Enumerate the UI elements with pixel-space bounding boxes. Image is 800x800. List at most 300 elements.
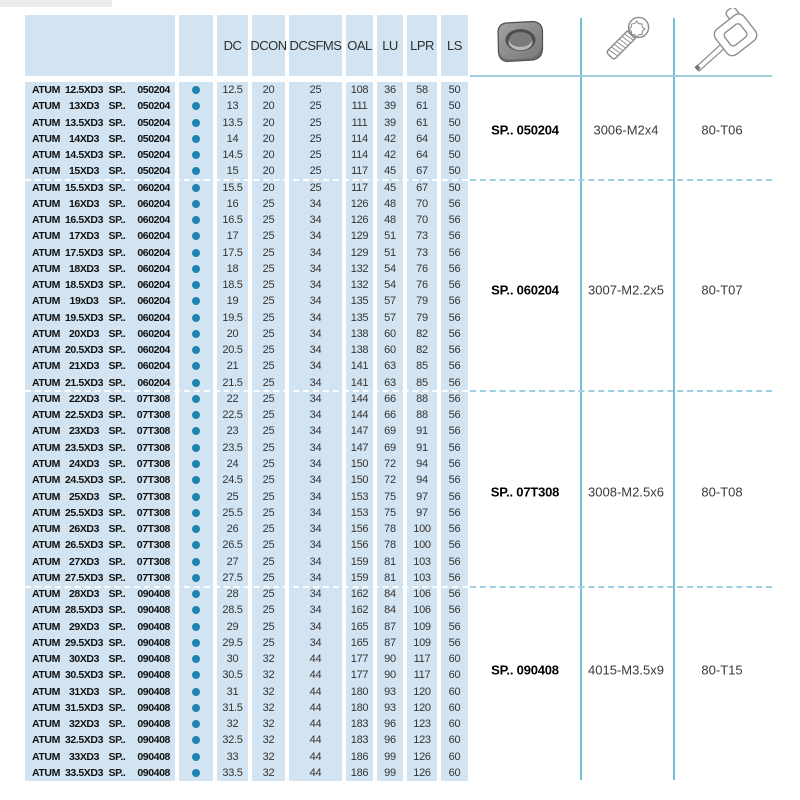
- product-designation: [25, 82, 175, 98]
- cell-dc: 12.5: [217, 82, 248, 98]
- cell-dc: 19: [217, 293, 248, 309]
- brand-text: ATUM: [32, 588, 60, 601]
- brand-text: ATUM: [32, 669, 60, 682]
- cell-ls: 50: [441, 98, 468, 114]
- cell-ls: 50: [441, 131, 468, 147]
- insert-wildcard-text: SP..: [108, 766, 126, 779]
- insert-code-text: 090408: [137, 636, 170, 649]
- insert-wildcard-text: SP..: [108, 279, 126, 292]
- insert-code-text: 060204: [137, 214, 170, 227]
- cell-ls: 56: [441, 635, 468, 651]
- product-designation: [25, 131, 175, 147]
- cell-dcsfms: 34: [289, 407, 342, 423]
- availability-dot-icon: [192, 281, 200, 289]
- table-row: [25, 358, 468, 374]
- product-designation: [25, 245, 175, 261]
- availability-dot-icon: [192, 330, 200, 338]
- cell-lpr: 109: [407, 618, 437, 634]
- insert-wildcard-text: SP..: [108, 669, 126, 682]
- brand-text: ATUM: [32, 620, 60, 633]
- cell-dcon: 32: [252, 651, 285, 667]
- insert-wildcard-text: SP..: [108, 571, 126, 584]
- insert-code-text: 07T308: [136, 392, 170, 405]
- cell-oal: 132: [346, 261, 373, 277]
- cell-dc: 18.5: [217, 277, 248, 293]
- insert-wildcard-text: SP..: [108, 100, 126, 113]
- insert-wildcard-text: SP..: [108, 506, 126, 519]
- group2-insert-label: SP.. 060204: [491, 282, 559, 298]
- insert-code-text: 090408: [137, 718, 170, 731]
- cell-lu: 60: [377, 342, 403, 358]
- availability-cell: [179, 765, 213, 781]
- availability-cell: [179, 570, 213, 586]
- cell-oal: 111: [346, 98, 373, 114]
- brand-text: ATUM: [32, 409, 60, 422]
- cell-ls: 56: [441, 537, 468, 553]
- brand-text: ATUM: [32, 701, 60, 714]
- brand-text: ATUM: [32, 360, 60, 373]
- table-row: [25, 521, 468, 537]
- cell-dcon: 25: [252, 245, 285, 261]
- product-designation: [25, 537, 175, 553]
- cell-lu: 54: [377, 277, 403, 293]
- size-text: 31.5XD3: [64, 701, 104, 714]
- size-text: 16.5XD3: [64, 214, 104, 227]
- cell-oal: 126: [346, 196, 373, 212]
- insert-wildcard-text: SP..: [108, 327, 126, 340]
- availability-cell: [179, 212, 213, 228]
- insert-code-text: 060204: [137, 279, 170, 292]
- table-row: [25, 228, 468, 244]
- cell-oal: 135: [346, 293, 373, 309]
- cell-lu: 39: [377, 98, 403, 114]
- cell-oal: 129: [346, 228, 373, 244]
- availability-dot-icon: [192, 200, 200, 208]
- brand-text: ATUM: [32, 279, 60, 292]
- cell-oal: 183: [346, 732, 373, 748]
- insert-wildcard-text: SP..: [108, 701, 126, 714]
- cell-dcon: 20: [252, 98, 285, 114]
- cell-dc: 20: [217, 326, 248, 342]
- product-designation: [25, 732, 175, 748]
- size-text: 24.5XD3: [64, 474, 104, 487]
- cell-lpr: 91: [407, 440, 437, 456]
- cell-ls: 60: [441, 748, 468, 764]
- cell-dc: 20.5: [217, 342, 248, 358]
- insert-wildcard-text: SP..: [108, 311, 126, 324]
- insert-wildcard-text: SP..: [108, 734, 126, 747]
- cell-ls: 60: [441, 716, 468, 732]
- insert-wildcard-text: SP..: [108, 165, 126, 178]
- col-header-dcsfms: DCSFMS: [289, 15, 342, 76]
- insert-wildcard-text: SP..: [108, 262, 126, 275]
- cell-lu: 99: [377, 748, 403, 764]
- insert-wildcard-text: SP..: [108, 230, 126, 243]
- cell-dcsfms: 34: [289, 456, 342, 472]
- cell-ls: 56: [441, 391, 468, 407]
- torx-screw-icon: [597, 10, 659, 77]
- availability-dot-icon: [192, 427, 200, 435]
- product-designation: [25, 748, 175, 764]
- cell-oal: 159: [346, 553, 373, 569]
- availability-cell: [179, 407, 213, 423]
- table-row: [25, 407, 468, 423]
- insert-code-text: 07T308: [136, 523, 170, 536]
- cell-lpr: 73: [407, 245, 437, 261]
- size-text: 13.5XD3: [64, 116, 104, 129]
- cell-ls: 56: [441, 212, 468, 228]
- cell-lu: 81: [377, 553, 403, 569]
- cell-dcon: 25: [252, 618, 285, 634]
- table-row: [25, 618, 468, 634]
- availability-cell: [179, 456, 213, 472]
- insert-code-text: 060204: [137, 360, 170, 373]
- table-header: [25, 15, 468, 76]
- table-body: [25, 82, 468, 781]
- cell-lu: 75: [377, 488, 403, 504]
- size-text: 32.5XD3: [64, 734, 104, 747]
- availability-dot-icon: [192, 476, 200, 484]
- insert-code-text: 050204: [137, 100, 170, 113]
- cell-ls: 60: [441, 683, 468, 699]
- table-row: [25, 472, 468, 488]
- cell-dcon: 20: [252, 115, 285, 131]
- product-designation: [25, 700, 175, 716]
- cell-dc: 27.5: [217, 570, 248, 586]
- availability-dot-icon: [192, 86, 200, 94]
- insert-wildcard-text: SP..: [108, 84, 126, 97]
- insert-wildcard-text: SP..: [108, 718, 126, 731]
- size-text: 28.5XD3: [64, 604, 104, 617]
- availability-dot-icon: [192, 216, 200, 224]
- size-text: 27.5XD3: [64, 571, 104, 584]
- cell-dc: 14: [217, 131, 248, 147]
- insert-code-text: 090408: [137, 766, 170, 779]
- product-designation: [25, 407, 175, 423]
- cell-dcon: 25: [252, 537, 285, 553]
- cell-oal: 132: [346, 277, 373, 293]
- product-designation: [25, 310, 175, 326]
- insert-code-text: 090408: [137, 653, 170, 666]
- availability-dot-icon: [192, 297, 200, 305]
- table-row: [25, 196, 468, 212]
- cell-ls: 56: [441, 245, 468, 261]
- cell-dcon: 25: [252, 277, 285, 293]
- cell-ls: 56: [441, 570, 468, 586]
- cell-dcon: 25: [252, 586, 285, 602]
- cell-lu: 99: [377, 765, 403, 781]
- cell-dc: 32: [217, 716, 248, 732]
- product-designation: [25, 553, 175, 569]
- cell-dc: 25.5: [217, 505, 248, 521]
- cell-ls: 60: [441, 651, 468, 667]
- table-row: [25, 765, 468, 781]
- cell-ls: 56: [441, 342, 468, 358]
- product-designation: [25, 326, 175, 342]
- cell-dcsfms: 34: [289, 228, 342, 244]
- availability-cell: [179, 602, 213, 618]
- availability-cell: [179, 423, 213, 439]
- cell-ls: 56: [441, 618, 468, 634]
- cell-oal: 165: [346, 635, 373, 651]
- cell-lpr: 97: [407, 488, 437, 504]
- brand-text: ATUM: [32, 84, 60, 97]
- cell-dc: 26.5: [217, 537, 248, 553]
- cell-oal: 177: [346, 667, 373, 683]
- cell-oal: 138: [346, 326, 373, 342]
- cell-lu: 63: [377, 358, 403, 374]
- insert-wildcard-text: SP..: [108, 653, 126, 666]
- brand-text: ATUM: [32, 539, 60, 552]
- availability-dot-icon: [192, 167, 200, 175]
- insert-code-text: 07T308: [136, 458, 170, 470]
- cell-dcon: 20: [252, 147, 285, 163]
- cell-lpr: 94: [407, 472, 437, 488]
- cell-dcsfms: 25: [289, 131, 342, 147]
- cell-ls: 56: [441, 358, 468, 374]
- availability-cell: [179, 635, 213, 651]
- size-text: 18.5XD3: [64, 279, 104, 292]
- cell-lpr: 70: [407, 212, 437, 228]
- cell-dcsfms: 25: [289, 147, 342, 163]
- availability-cell: [179, 98, 213, 114]
- size-text: 15.5XD3: [64, 181, 104, 194]
- cell-ls: 56: [441, 407, 468, 423]
- cell-lu: 87: [377, 635, 403, 651]
- brand-text: ATUM: [32, 214, 60, 227]
- availability-dot-icon: [192, 265, 200, 273]
- cell-oal: 180: [346, 700, 373, 716]
- availability-dot-icon: [192, 736, 200, 744]
- brand-text: ATUM: [32, 392, 60, 405]
- table-row: [25, 245, 468, 261]
- product-designation: [25, 212, 175, 228]
- cell-lpr: 106: [407, 586, 437, 602]
- brand-text: ATUM: [32, 685, 60, 698]
- brand-text: ATUM: [32, 295, 60, 308]
- cell-dc: 18: [217, 261, 248, 277]
- availability-cell: [179, 537, 213, 553]
- insert-code-text: 060204: [137, 181, 170, 194]
- cell-oal: 153: [346, 488, 373, 504]
- product-designation: [25, 683, 175, 699]
- cell-lu: 84: [377, 586, 403, 602]
- cell-oal: 186: [346, 765, 373, 781]
- cell-ls: 56: [441, 261, 468, 277]
- cell-dcsfms: 34: [289, 391, 342, 407]
- cell-dcon: 32: [252, 732, 285, 748]
- cell-dcon: 20: [252, 82, 285, 98]
- group3-insert-label: SP.. 07T308: [490, 484, 560, 500]
- cell-dc: 30.5: [217, 667, 248, 683]
- cell-dcon: 32: [252, 667, 285, 683]
- cell-dcon: 20: [252, 180, 285, 196]
- col-header-lu: LU: [377, 15, 403, 76]
- size-text: 15XD3: [68, 165, 100, 178]
- cell-oal: 141: [346, 358, 373, 374]
- header-designation-blank: [25, 15, 175, 76]
- size-text: 32XD3: [68, 718, 100, 731]
- group-separator-3-table: [25, 586, 468, 588]
- product-designation: [25, 196, 175, 212]
- brand-text: ATUM: [32, 555, 60, 568]
- insert-wildcard-text: SP..: [108, 750, 126, 763]
- table-row: [25, 586, 468, 602]
- cell-lpr: 79: [407, 310, 437, 326]
- product-designation: [25, 375, 175, 391]
- cell-lpr: 82: [407, 342, 437, 358]
- cell-dc: 17: [217, 228, 248, 244]
- cell-dcsfms: 44: [289, 683, 342, 699]
- size-text: 23XD3: [68, 425, 100, 438]
- cell-lpr: 67: [407, 163, 437, 179]
- cell-lpr: 123: [407, 716, 437, 732]
- group1-key-label: 80-T06: [701, 122, 743, 138]
- cell-dc: 28.5: [217, 602, 248, 618]
- availability-cell: [179, 440, 213, 456]
- product-designation: [25, 163, 175, 179]
- availability-cell: [179, 163, 213, 179]
- brand-text: ATUM: [32, 571, 60, 584]
- brand-text: ATUM: [32, 750, 60, 763]
- product-designation: [25, 651, 175, 667]
- brand-text: ATUM: [32, 734, 60, 747]
- cell-dcsfms: 34: [289, 342, 342, 358]
- size-text: 17XD3: [68, 230, 100, 243]
- brand-text: ATUM: [32, 490, 60, 503]
- insert-code-text: 050204: [137, 149, 170, 162]
- table-row: [25, 277, 468, 293]
- cell-lu: 72: [377, 456, 403, 472]
- group4-key-label: 80-T15: [701, 662, 743, 678]
- cell-ls: 56: [441, 228, 468, 244]
- insert-code-text: 07T308: [136, 555, 170, 568]
- availability-cell: [179, 342, 213, 358]
- product-designation: [25, 423, 175, 439]
- cell-dcon: 25: [252, 472, 285, 488]
- size-text: 18XD3: [68, 262, 100, 275]
- table-row: [25, 748, 468, 764]
- cell-dcsfms: 34: [289, 635, 342, 651]
- insert-wildcard-text: SP..: [108, 392, 126, 405]
- cell-oal: 183: [346, 716, 373, 732]
- availability-dot-icon: [192, 460, 200, 468]
- insert-wildcard-text: SP..: [108, 441, 126, 454]
- cell-lpr: 91: [407, 423, 437, 439]
- product-designation: [25, 180, 175, 196]
- size-text: 29.5XD3: [64, 636, 104, 649]
- cell-lpr: 103: [407, 553, 437, 569]
- cell-ls: 56: [441, 196, 468, 212]
- insert-wildcard-text: SP..: [108, 604, 126, 617]
- insert-wildcard-text: SP..: [108, 458, 126, 470]
- size-text: 22.5XD3: [64, 409, 104, 422]
- cell-oal: 126: [346, 212, 373, 228]
- product-designation: [25, 765, 175, 781]
- cell-ls: 56: [441, 293, 468, 309]
- cell-dcon: 25: [252, 505, 285, 521]
- cell-dcsfms: 25: [289, 163, 342, 179]
- table-row: [25, 131, 468, 147]
- availability-cell: [179, 391, 213, 407]
- cell-lu: 45: [377, 163, 403, 179]
- cell-lu: 36: [377, 82, 403, 98]
- table-row: [25, 667, 468, 683]
- insert-code-text: 07T308: [136, 474, 170, 487]
- cell-dcsfms: 34: [289, 358, 342, 374]
- availability-cell: [179, 180, 213, 196]
- cell-lu: 69: [377, 423, 403, 439]
- size-text: 28XD3: [68, 588, 100, 601]
- cell-dcon: 25: [252, 521, 285, 537]
- cell-lu: 78: [377, 521, 403, 537]
- availability-dot-icon: [192, 509, 200, 517]
- cell-oal: 147: [346, 440, 373, 456]
- cell-lpr: 76: [407, 277, 437, 293]
- insert-wildcard-text: SP..: [108, 295, 126, 308]
- product-designation: [25, 716, 175, 732]
- insert-code-text: 090408: [137, 750, 170, 763]
- cell-lu: 84: [377, 602, 403, 618]
- cell-lpr: 117: [407, 667, 437, 683]
- product-designation: [25, 602, 175, 618]
- table-row: [25, 261, 468, 277]
- cell-lu: 87: [377, 618, 403, 634]
- cell-dcsfms: 34: [289, 277, 342, 293]
- group-separator-2-panel: [470, 390, 772, 392]
- availability-dot-icon: [192, 623, 200, 631]
- cell-oal: 180: [346, 683, 373, 699]
- insert-code-text: 050204: [137, 132, 170, 145]
- cell-ls: 56: [441, 472, 468, 488]
- insert-wildcard-text: SP..: [108, 246, 126, 259]
- cell-dcsfms: 34: [289, 488, 342, 504]
- brand-text: ATUM: [32, 116, 60, 129]
- availability-dot-icon: [192, 314, 200, 322]
- cell-dcon: 25: [252, 358, 285, 374]
- cell-dcon: 32: [252, 683, 285, 699]
- cell-ls: 60: [441, 667, 468, 683]
- availability-dot-icon: [192, 704, 200, 712]
- cell-lpr: 85: [407, 358, 437, 374]
- cell-oal: 147: [346, 423, 373, 439]
- availability-dot-icon: [192, 688, 200, 696]
- cell-dcon: 25: [252, 456, 285, 472]
- cell-lu: 42: [377, 131, 403, 147]
- cell-dcon: 25: [252, 342, 285, 358]
- size-text: 26XD3: [68, 523, 100, 536]
- brand-text: ATUM: [32, 132, 60, 145]
- insert-wildcard-text: SP..: [108, 555, 126, 568]
- cell-lu: 48: [377, 196, 403, 212]
- size-text: 33.5XD3: [64, 766, 104, 779]
- cell-lu: 42: [377, 147, 403, 163]
- cell-dcsfms: 34: [289, 196, 342, 212]
- cell-dcon: 32: [252, 700, 285, 716]
- table-row: [25, 716, 468, 732]
- availability-cell: [179, 261, 213, 277]
- availability-cell: [179, 196, 213, 212]
- availability-dot-icon: [192, 135, 200, 143]
- availability-dot-icon: [192, 720, 200, 728]
- size-text: 12.5XD3: [64, 84, 104, 97]
- cell-lpr: 120: [407, 683, 437, 699]
- brand-text: ATUM: [32, 100, 60, 113]
- size-text: 23.5XD3: [64, 441, 104, 454]
- panel-divider-1: [580, 18, 582, 780]
- cell-ls: 56: [441, 586, 468, 602]
- cell-lpr: 103: [407, 570, 437, 586]
